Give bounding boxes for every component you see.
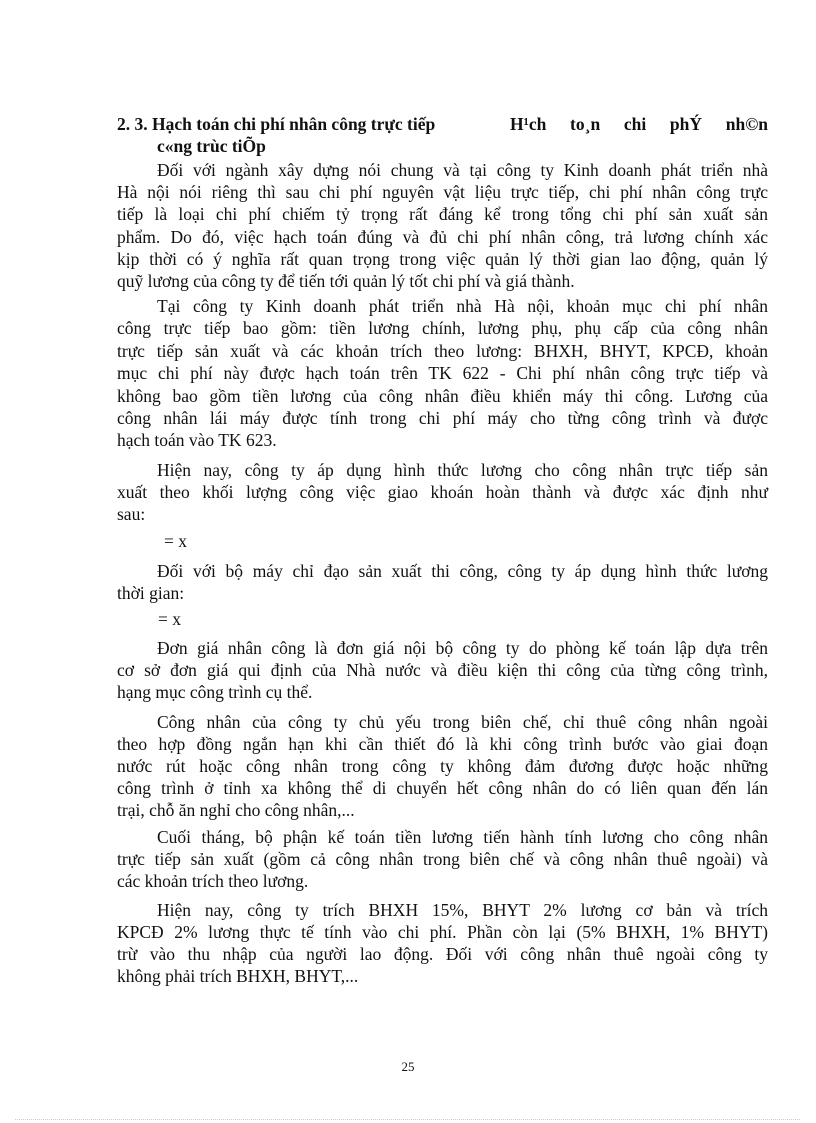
formula-time-wage: = x: [158, 609, 181, 629]
paragraph-5-line: cơ sở đơn giá qui định của Nhà nước và điều kiện thi công của từng công trình,: [117, 660, 768, 680]
paragraph-5-line: Đơn giá nhân công là đơn giá nội bộ công ty do phòng kế toán lập dựa trên: [157, 638, 768, 658]
paragraph-6-line: trại, chỗ ăn nghỉ cho công nhân,...: [117, 800, 355, 820]
paragraph-6-line: nước rút hoặc công nhân trong công ty không đảm đương được hoặc những: [117, 756, 768, 776]
paragraph-8-line: KPCĐ 2% lương thực tế tính vào chi phí. Phần còn lại (5% BHXH, 1% BHYT): [117, 922, 768, 942]
paragraph-8-line: trừ vào thu nhập của người lao động. Đối với công nhân thuê ngoài công ty: [117, 944, 768, 964]
formula-piecework-wage: = x: [164, 531, 187, 551]
paragraph-2-line: mục chi phí này được hạch toán trên TK 622 - Chi phí nhân công trực tiếp và: [117, 363, 768, 384]
paragraph-1-line: quỹ lương của công ty để tiến tới quản lý tốt chi phí và giá thành.: [117, 271, 575, 291]
paragraph-2-line: trực tiếp sản xuất và các khoản trích theo lương: BHXH, BHYT, KPCĐ, khoản: [117, 340, 768, 361]
paragraph-1-line: phẩm. Do đó, việc hạch toán đúng và đủ chi phí nhân công, trả lương chính xác: [117, 226, 768, 247]
section-heading-garbled-continued: c«ng trùc tiÕp: [157, 136, 266, 156]
paragraph-2-line: không bao gồm tiền lương của công nhân điều khiển máy thi công. Lương của: [117, 385, 768, 406]
paragraph-3-line: sau:: [117, 504, 146, 524]
page-bottom-dotted-border: [15, 1119, 800, 1120]
paragraph-3-line: xuất theo khối lượng công việc giao khoán hoàn thành và được xác định như: [117, 482, 768, 502]
page-number: 25: [401, 1059, 415, 1074]
paragraph-1-line: Đối với ngành xây dựng nói chung và tại công ty Kinh doanh phát triển nhà: [157, 160, 768, 180]
paragraph-6-line: Công nhân của công ty chủ yếu trong biên chế, chỉ thuê công nhân ngoài: [157, 712, 768, 732]
paragraph-8-line: không phải trích BHXH, BHYT,...: [117, 966, 359, 986]
paragraph-4-line: thời gian:: [117, 583, 185, 603]
paragraph-1-line: kịp thời có ý nghĩa rất quan trọng trong việc quản lý thời gian lao động, quản lý: [117, 248, 768, 269]
paragraph-2-line: công nhân lái máy được tính trong chi phí máy cho từng công trình và được: [117, 408, 768, 428]
paragraph-7-line: các khoản trích theo lương.: [117, 871, 309, 891]
paragraph-1-line: Hà nội nói riêng thì sau chi phí nguyên vật liệu trực tiếp, chi phí nhân công trực: [117, 182, 768, 203]
paragraph-4-line: Đối với bộ máy chỉ đạo sản xuất thi công, công ty áp dụng hình thức lương: [157, 561, 768, 581]
paragraph-2-line: Tại công ty Kinh doanh phát triển nhà Hà nội, khoản mục chi phí nhân: [157, 296, 768, 316]
section-heading-garbled: H¹ch to¸n chi phÝ nh©n: [510, 114, 768, 134]
paragraph-3-line: Hiện nay, công ty áp dụng hình thức lương cho công nhân trực tiếp sản: [157, 460, 768, 480]
paragraph-2-line: công trực tiếp bao gồm: tiền lương chính, lương phụ, phụ cấp của công nhân: [117, 318, 768, 339]
paragraph-1-line: tiếp là loại chi phí chiếm tỷ trọng rất đáng kể trong tổng chi phí sản xuất sản: [117, 204, 768, 225]
paragraph-2-line: hạch toán vào TK 623.: [117, 430, 277, 451]
paragraph-6-line: công trình ở tỉnh xa không thể di chuyển hết công nhân do có liên quan đến lán: [117, 778, 768, 798]
paragraph-7-line: trực tiếp sản xuất (gồm cả công nhân trong biên chế và công nhân thuê ngoài) và: [117, 849, 768, 869]
paragraph-6-line: theo hợp đồng ngắn hạn khi cần thiết đó là khi công trình bước vào giai đoạn: [117, 734, 768, 754]
paragraph-5-line: hạng mục công trình cụ thể.: [117, 682, 313, 702]
paragraph-7-line: Cuối tháng, bộ phận kế toán tiền lương tiến hành tính lương cho công nhân: [157, 827, 768, 847]
section-heading: 2. 3. Hạch toán chi phí nhân công trực tiếp: [117, 114, 436, 134]
paragraph-8-line: Hiện nay, công ty trích BHXH 15%, BHYT 2% lương cơ bản và trích: [157, 900, 768, 920]
